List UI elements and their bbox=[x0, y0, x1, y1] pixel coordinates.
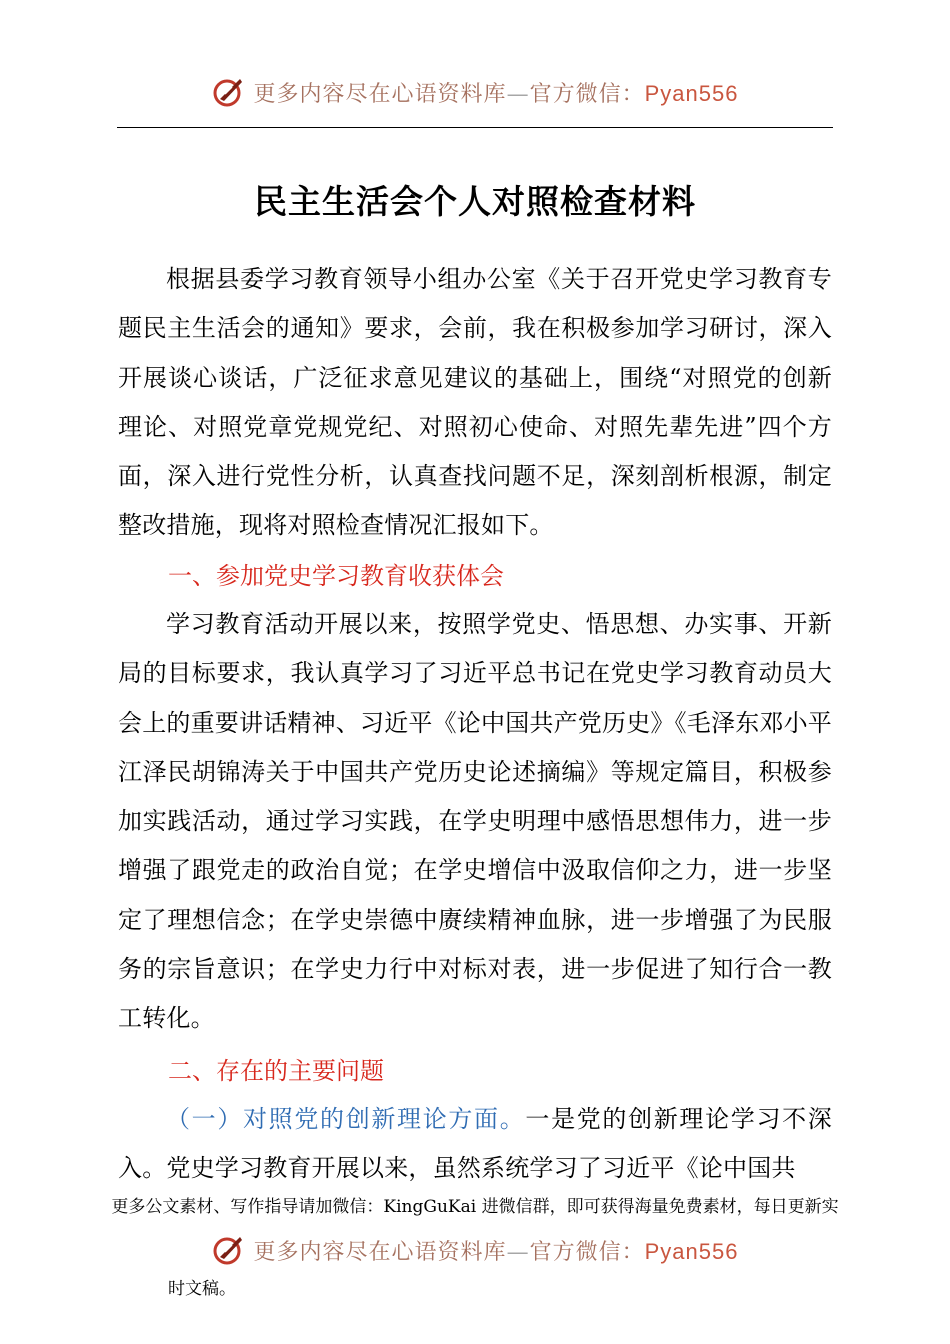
document-title: 民主生活会个人对照检查材料 bbox=[254, 182, 696, 221]
intro-paragraph: 根据县委学习教育领导小组办公室《关于召开党史学习教育专题民主生活会的通知》要求，会前，我在积极参加学习研讨，深入开展谈心谈话，广泛征求意见建议的基础上，围绕“对照党的创新理论、对照党章党规党纪、对照初心使命、对照先辈先进”四个方面，深入进行党性分析，认真查找问题不足，深刻剖析根源，制定整改措施，现将对照检查情况汇报如下。 bbox=[118, 265, 832, 540]
footer-watermark bbox=[0, 1230, 950, 1270]
header-rule bbox=[117, 127, 833, 128]
header-watermark bbox=[0, 72, 950, 112]
quill-logo-icon bbox=[212, 1233, 246, 1267]
subsection1-paragraph bbox=[118, 1095, 832, 1194]
section1-paragraph: 学习教育活动开展以来，按照学党史、悟思想、办实事、开新局的目标要求，我认真学习了习近平总书记在党史学习教育动员大会上的重要讲话精神、习近平《论中国共产党历史》《毛泽东邓小平江泽民胡锦涛关于中国共产党历史论述摘编》等规定篇目，积极参加实践活动，通过学习实践，在学史明理中感悟思想伟力，进一步增强了跟党走的政治自觉；在学史增信中汲取信仰之力，进一步坚定了理想信念；在学史崇德中赓续精神血脉，进一步增强了为民服务的宗旨意识；在学史力行中对标对表，进一步促进了知行合一教工转化。 bbox=[118, 610, 832, 1033]
subsection1-text: 一是党的创新理论学习不深入。党史学习教育开展以来，虽然系统学习了习近平《论中国共 bbox=[118, 1105, 832, 1183]
footer-note-tail: 时文稿。 bbox=[168, 1279, 236, 1299]
footer-note: 更多公文素材、写作指导请加微信：KingGuKai 进微信群，即可获得海量免费素材，每日更新实 bbox=[111, 1197, 839, 1217]
subsection1-heading: （一）对照党的创新理论方面。 bbox=[166, 1105, 526, 1133]
section1-heading: 一、参加党史学习教育收获体会 bbox=[168, 562, 504, 590]
section2-heading: 二、存在的主要问题 bbox=[168, 1057, 384, 1085]
watermark-text: 更多内容尽在心语资料库—官方微信：Pyan556 bbox=[253, 80, 739, 107]
watermark-text: 更多内容尽在心语资料库—官方微信：Pyan556 bbox=[253, 1238, 739, 1265]
quill-logo-icon bbox=[212, 75, 246, 109]
